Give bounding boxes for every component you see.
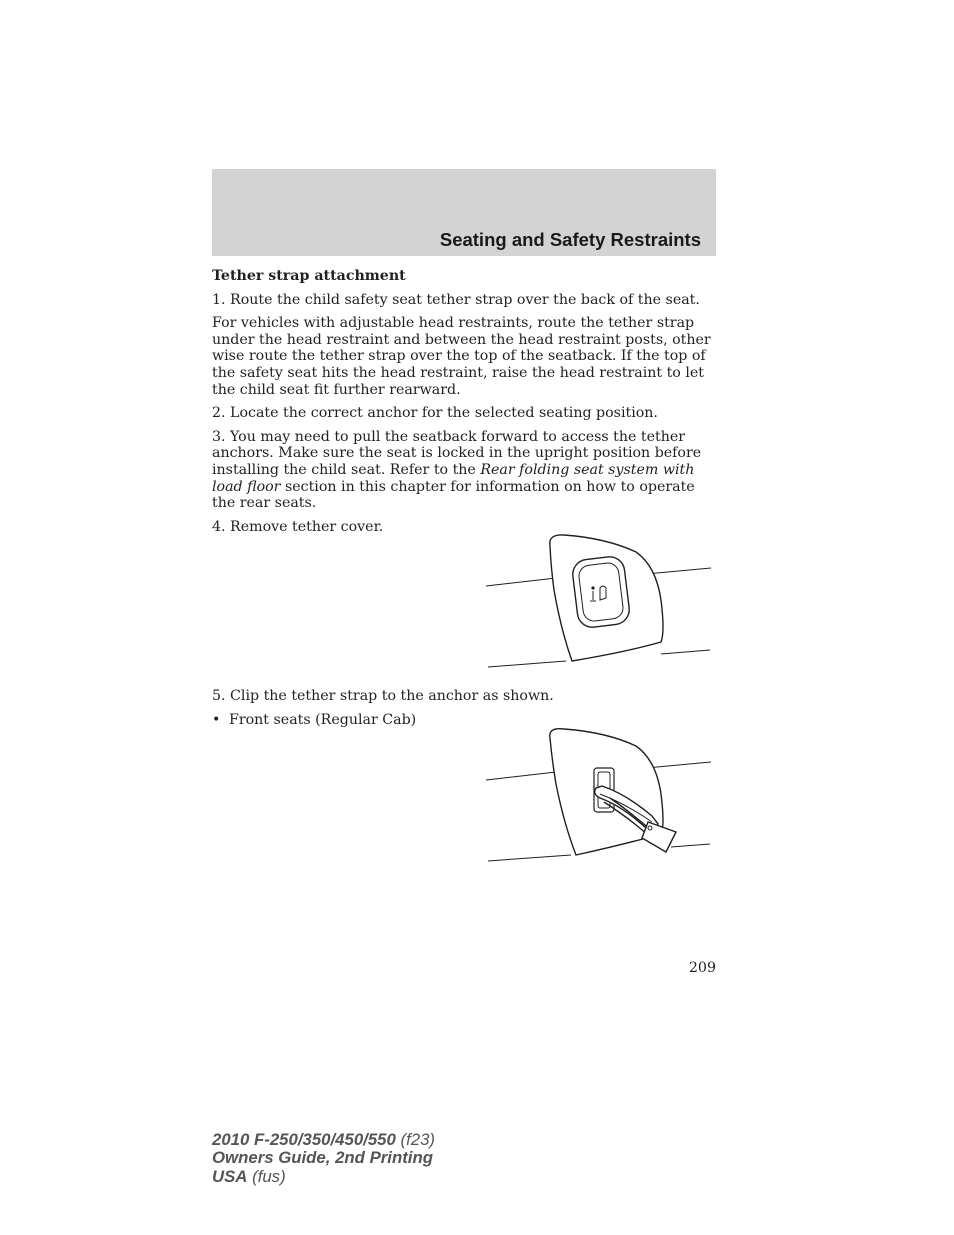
footer-line-3 <box>212 1168 435 1186</box>
footer-imprint <box>212 1131 435 1186</box>
footer-model: 2010 F-250/350/450/550 <box>212 1130 396 1149</box>
subheading: Tether strap attachment <box>212 268 406 284</box>
step-3 <box>212 429 716 512</box>
page-number: 209 <box>688 960 716 976</box>
section-title: Seating and Safety Restraints <box>439 229 701 250</box>
tether-clip-icon <box>486 724 714 866</box>
step-2: 2. Locate the correct anchor for the selected seating position. <box>212 405 658 422</box>
footer-market-code: (fus) <box>247 1166 286 1186</box>
footer-line-2: Owners Guide, 2nd Printing <box>212 1148 433 1168</box>
footer-market: USA <box>212 1166 248 1186</box>
step-3-cross-reference: Rear folding seat system with load floor <box>212 461 695 495</box>
tether-cover-icon <box>486 530 714 672</box>
footer-line-1 <box>212 1131 435 1149</box>
step-3-text-b: section in this chapter for information on how to operate the rear seats. <box>212 478 695 512</box>
step-5: 5. Clip the tether strap to the anchor as shown. <box>212 688 554 705</box>
step-3-text-a: 3. You may need to pull the seatback forward to access the tether anchors. Make sure the seat is locked in the upright position before installing the child seat. Refer to the <box>212 428 702 478</box>
step-4: 4. Remove tether cover. <box>212 518 384 535</box>
section-header-band <box>212 169 716 256</box>
paragraph-head-restraints: For vehicles with adjustable head restraints, route the tether strap under the head restraint and between the head restraint posts, other wise route the tether strap over the top of the seatback. If the top of the safety seat hits the head restraint, raise the head restraint to let the child seat fit further rearward. <box>212 315 711 398</box>
step-1: 1. Route the child safety seat tether strap over the back of the seat. <box>212 291 700 308</box>
bullet-dot: • <box>212 711 221 728</box>
bullet-front-seats: Front seats (Regular Cab) <box>229 711 417 728</box>
footer-model-code: (f23) <box>395 1130 435 1149</box>
